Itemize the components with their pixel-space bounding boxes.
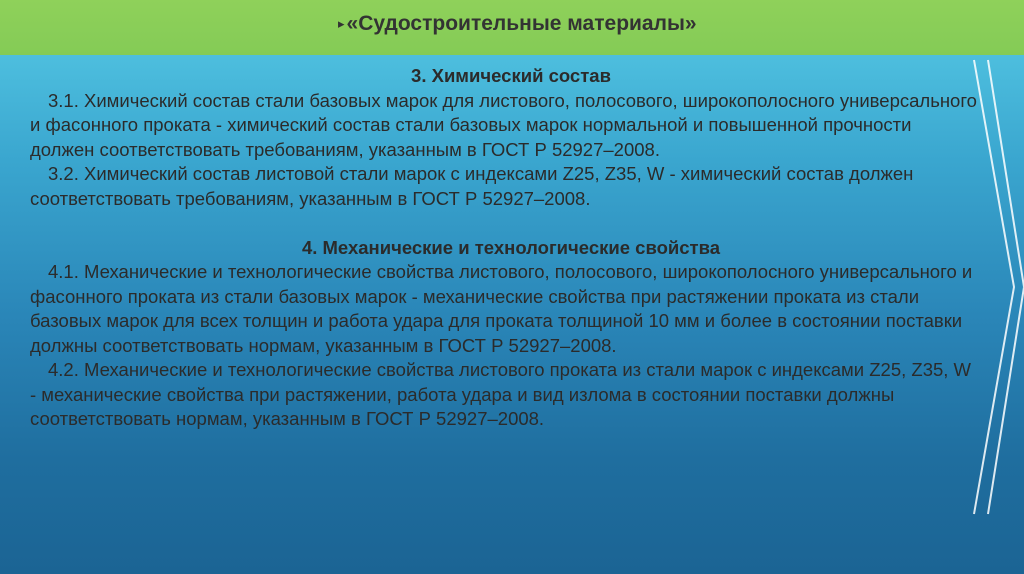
section-gap xyxy=(30,211,980,236)
slide-title-text: «Судостроительные материалы» xyxy=(346,12,697,35)
slide-title xyxy=(338,12,697,36)
section-heading-chemical: 3. Химический состав xyxy=(411,65,611,86)
paragraph-3-1: 3.1. Химический состав стали базовых марок для листового, полосового, широкополосного универсального и фасонного проката - химический состав стали базовых марок нормальной и повышенной прочности должен соответствовать требованиям, указанным в ГОСТ Р 52927–2008. xyxy=(30,89,977,160)
paragraph-4-1: 4.1. Механические и технологические свойства листового, полосового, широкополосного универсального и фасонного проката из стали базовых марок - механические свойства при растяжении проката из стали базовых марок для всех толщин и работа удара для проката толщиной 10 мм и более в состоянии поставки должны соответствовать нормам, указанным в ГОСТ Р 52927–2008. xyxy=(30,261,973,356)
bullet-icon: ▸ xyxy=(338,16,345,31)
header-bar xyxy=(0,0,1024,55)
paragraph-4-2: 4.2. Механические и технологические свойства листового проката из стали марок с индексами Z25, Z35, W - механические свойства при растяжении, работа удара и вид излома в состоянии поставки должны соответствовать нормам, указанным в ГОСТ Р 52927–2008. xyxy=(30,359,972,429)
slide-content xyxy=(30,64,980,432)
chevron-arrows-icon xyxy=(944,0,1024,574)
paragraph-3-2: 3.2. Химический состав листовой стали марок с индексами Z25, Z35, W - химический состав должен соответствовать требованиям, указанным в ГОСТ Р 52927–2008. xyxy=(30,163,914,209)
section-heading-mechanical: 4. Механические и технологические свойства xyxy=(301,236,721,258)
